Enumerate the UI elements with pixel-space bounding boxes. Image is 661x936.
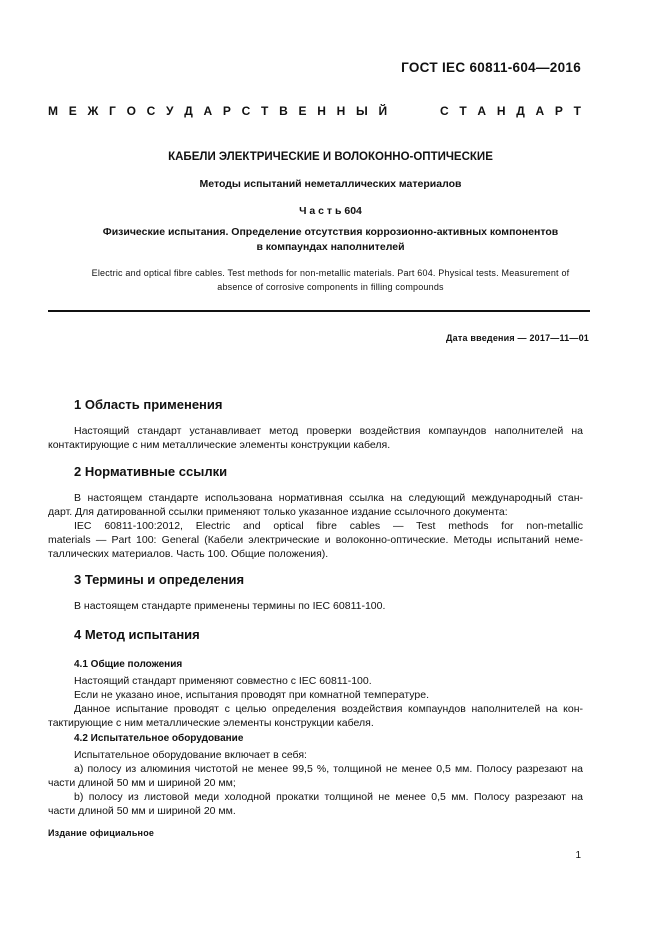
list-item-line: части длиной 50 мм и шириной 20 мм. — [48, 805, 236, 817]
english-title-line: absence of corrosive components in filling compounds — [217, 282, 444, 292]
banner-letter: А — [477, 104, 487, 118]
banner-letter: Д — [516, 104, 525, 118]
banner-letter: Г — [109, 104, 116, 118]
english-title — [48, 266, 613, 294]
list-item-line: а) полосу из алюминия чистотой не менее 99,5 %, толщиной не менее 0,5 мм. Полосу разрезают на — [74, 763, 583, 775]
document-subtitle: Методы испытаний неметаллических материалов — [199, 178, 462, 190]
part-title — [48, 225, 613, 255]
banner-letter: У — [166, 104, 174, 118]
list-item-line: части длиной 50 мм и шириной 20 мм; — [48, 777, 236, 789]
introduction-date: Дата введения — 2017—11—01 — [446, 333, 589, 343]
section-heading: 2 Нормативные ссылки — [74, 464, 228, 479]
part-title-line: Физические испытания. Определение отсутствия коррозионно-активных компонентов — [102, 226, 559, 238]
banner-letter: Н — [336, 104, 346, 118]
banner-letter: С — [241, 104, 251, 118]
banner-letter: Е — [298, 104, 307, 118]
banner-letter: Р — [554, 104, 563, 118]
banner-letter: Т — [573, 104, 581, 118]
title-divider — [48, 310, 590, 312]
part-title-line: в компаундах наполнителей — [256, 241, 405, 253]
paragraph-line: В настоящем стандарте применены термины по IEC 60811-100. — [74, 600, 386, 612]
banner-letter: С — [439, 104, 449, 118]
banner-letter: Р — [222, 104, 231, 118]
banner-letter: Т — [261, 104, 269, 118]
paragraph-line: Если не указано иное, испытания проводят при комнатной температуре. — [74, 689, 429, 701]
paragraph-line: Настоящий стандарт устанавливает метод проверки воздействия компаундов наполнителей на — [74, 425, 583, 437]
banner-letter: М — [48, 104, 58, 118]
paragraph-line: Настоящий стандарт применяют совместно с IEC 60811-100. — [74, 675, 372, 687]
banner-letter — [398, 104, 401, 118]
banner-letter: Ы — [355, 104, 368, 118]
paragraph-line: IEC 60811-100:2012, Electric and optical fibre cables — Test methods for non-metallic — [74, 520, 583, 532]
banner-letter: О — [126, 104, 136, 118]
section-heading: 4 Метод испытания — [74, 627, 200, 642]
banner-letter: В — [279, 104, 288, 118]
paragraph-line: В настоящем стандарте использована нормативная ссылка на следующий международный стан- — [74, 492, 583, 504]
subsection-heading: 4.2 Испытательное оборудование — [74, 733, 244, 744]
banner-letter: Т — [459, 104, 467, 118]
paragraph-line: Данное испытание проводят с целью определения воздействия компаундов наполнителей на кон- — [74, 703, 583, 715]
list-item-line: b) полосу из листовой меди холодной прокатки толщиной не менее 0,5 мм. Полосу разрезают на — [74, 791, 583, 803]
paragraph-line: тактирующие с ним металлические элементы конструкции кабеля. — [48, 717, 374, 729]
paragraph-line: контактирующие с ним металлические элементы конструкции кабеля. — [48, 439, 391, 451]
banner-letter: Ж — [87, 104, 99, 118]
section-heading: 1 Область применения — [74, 397, 223, 412]
banner-letter: Е — [68, 104, 77, 118]
official-edition-label: Издание официальное — [48, 828, 155, 838]
paragraph-line: таллических материалов. Часть 100. Общие положения). — [48, 548, 329, 560]
document-title: КАБЕЛИ ЭЛЕКТРИЧЕСКИЕ И ВОЛОКОННО-ОПТИЧЕСКИЕ — [168, 151, 493, 163]
banner-letter: Д — [184, 104, 193, 118]
banner-letter — [412, 104, 415, 118]
banner-letter: А — [203, 104, 213, 118]
banner-letter: С — [146, 104, 156, 118]
section-heading: 3 Термины и определения — [74, 572, 245, 587]
banner-letter: Н — [496, 104, 506, 118]
banner-letter — [426, 104, 429, 118]
banner-letter: А — [535, 104, 545, 118]
part-number: Ч а с т ь 604 — [299, 205, 362, 217]
subsection-heading: 4.1 Общие положения — [74, 659, 183, 670]
paragraph-line: дарт. Для датированной ссылки применяют только указанное издание ссылочного документа: — [48, 506, 508, 518]
page-number: 1 — [575, 850, 581, 861]
banner-letter: Й — [378, 104, 388, 118]
banner-letter: Н — [317, 104, 326, 118]
english-title-line: Electric and optical fibre cables. Test methods for non-metallic materials. Part 604. Physical tests. Measurement of — [91, 268, 570, 278]
paragraph-line: Испытательное оборудование включает в себя: — [74, 749, 307, 761]
interstate-standard-banner — [48, 104, 581, 118]
document-number: ГОСТ IEC 60811-604—2016 — [401, 60, 581, 75]
paragraph-line: materials — Part 100: General (Кабели электрические и волоконно-оптические. Методы испытаний неме- — [48, 534, 583, 546]
